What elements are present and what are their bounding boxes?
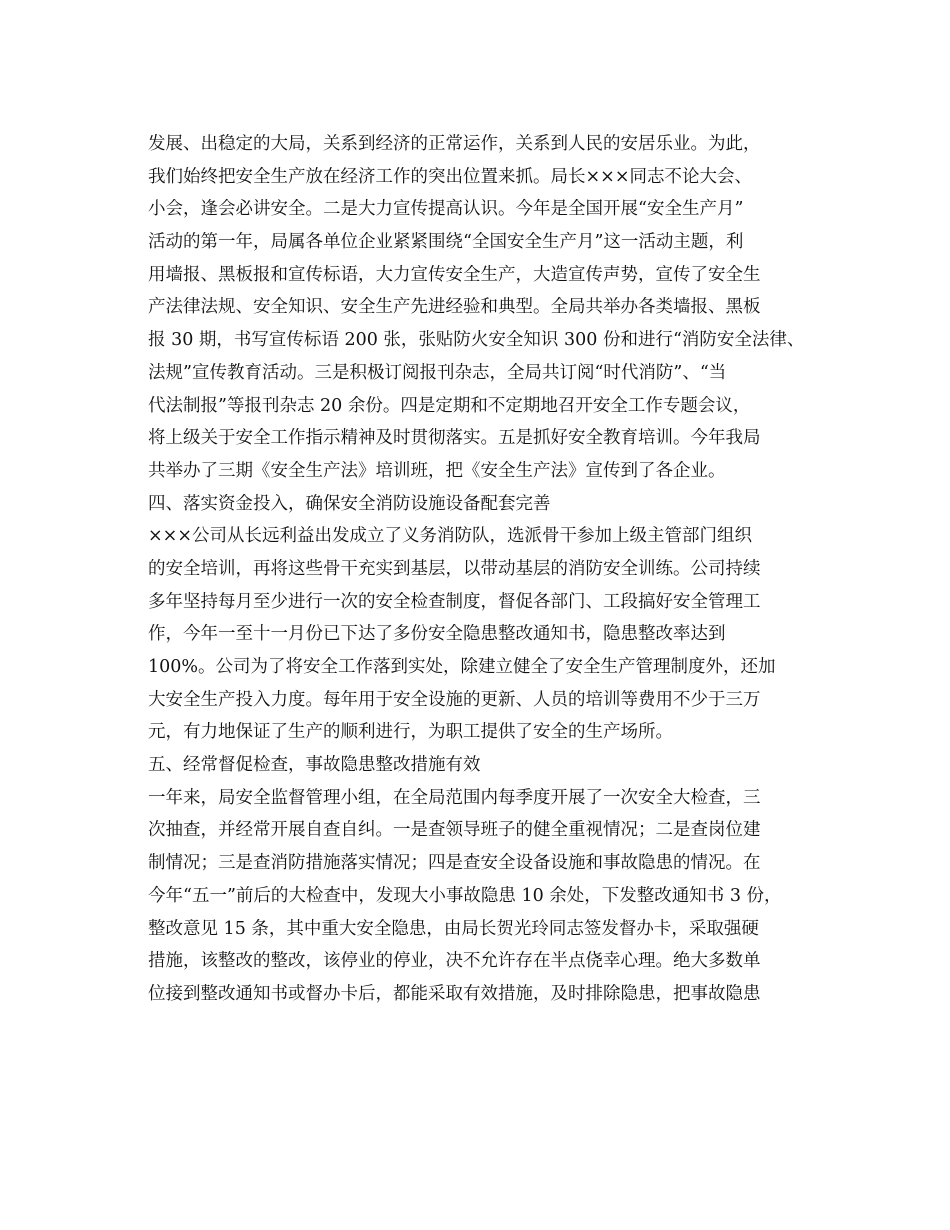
text-line: 活动的第一年，局属各单位企业紧紧围绕“全国安全生产月”这一活动主题，利 [148, 232, 744, 253]
text-line: 发展、出稳定的大局，关系到经济的正常运作，关系到人民的安居乐业。为此， [148, 134, 761, 154]
text-line: 将上级关于安全工作指示精神及时贯彻落实。五是抓好安全教育培训。今年我局 [148, 428, 761, 449]
text-line: 元，有力地保证了生产的顺利进行，为职工提供了安全的生产场所。 [148, 722, 673, 743]
text-line: 大安全生产投入力度。每年用于安全设施的更新、人员的培训等费用不少于三万 [148, 689, 761, 710]
text-line: 我们始终把安全生产放在经济工作的突出位置来抓。局长×××同志不论大会、 [148, 166, 752, 187]
text-line: 产法律法规、安全知识、安全生产先进经验和典型。全局共举办各类墙报、黑板 [148, 297, 761, 318]
text-line: 一年来，局安全监督管理小组，在全局范围内每季度开展了一次安全大检查，三 [148, 787, 761, 808]
text-line: 共举办了三期《安全生产法》培训班，把《安全生产法》宣传到了各企业。 [148, 460, 726, 481]
text-line: 法规”宣传教育活动。三是积极订阅报刊杂志，全局共订阅“时代消防”、“当 [148, 362, 727, 383]
section-heading: 五、经常督促检查，事故隐患整改措施有效 [148, 755, 481, 776]
text-line: 多年坚持每月至少进行一次的安全检查制度，督促各部门、工段搞好安全管理工 [148, 591, 761, 612]
text-line: 措施，该整改的整改，该停业的停业，决不允许存在半点侥幸心理。绝大多数单 [148, 951, 761, 972]
text-line: 今年“五一”前后的大检查中，发现大小事故隐患 10 余处，下发整改通知书 3 份， [148, 885, 782, 906]
text-line: 作，今年一至十一月份已下达了多份安全隐患整改通知书，隐患整改率达到 [148, 624, 726, 645]
section-heading: 四、落实资金投入，确保安全消防设施设备配套完善 [148, 493, 551, 514]
text-line: 制情况；三是查消防措施落实情况；四是查安全设备设施和事故隐患的情况。在 [148, 853, 761, 874]
text-line: 用墙报、黑板报和宣传标语，大力宣传安全生产，大造宣传声势，宣传了安全生 [148, 264, 761, 285]
text-line: 小会，逢会必讲安全。二是大力宣传提高认识。今年是全国开展“安全生产月” [148, 199, 744, 220]
text-line: ×××公司从长远利益出发成立了义务消防队，选派骨干参加上级主管部门组织 [148, 526, 752, 547]
text-line: 报 30 期，书写宣传标语 200 张，张贴防火安全知识 300 份和进行“消防安全法律、 [148, 330, 805, 351]
text-line: 整改意见 15 条，其中重大安全隐患，由局长贺光玲同志签发督办卡，采取强硬 [148, 918, 759, 939]
text-line: 位接到整改通知书或督办卡后，都能采取有效措施，及时排除隐患，把事故隐患 [148, 983, 761, 1004]
text-line: 代法制报”等报刊杂志 20 余份。四是定期和不定期地召开安全工作专题会议， [148, 395, 751, 416]
text-line: 的安全培训，再将这些骨干充实到基层，以带动基层的消防安全训练。公司持续 [148, 558, 761, 579]
text-line: 次抽查，并经常开展自查自纠。一是查领导班子的健全重视情况；二是查岗位建 [148, 820, 761, 841]
document-body [148, 128, 828, 1011]
text-line: 100%。公司为了将安全工作落到实处，除建立健全了安全生产管理制度外，还加 [148, 657, 776, 677]
